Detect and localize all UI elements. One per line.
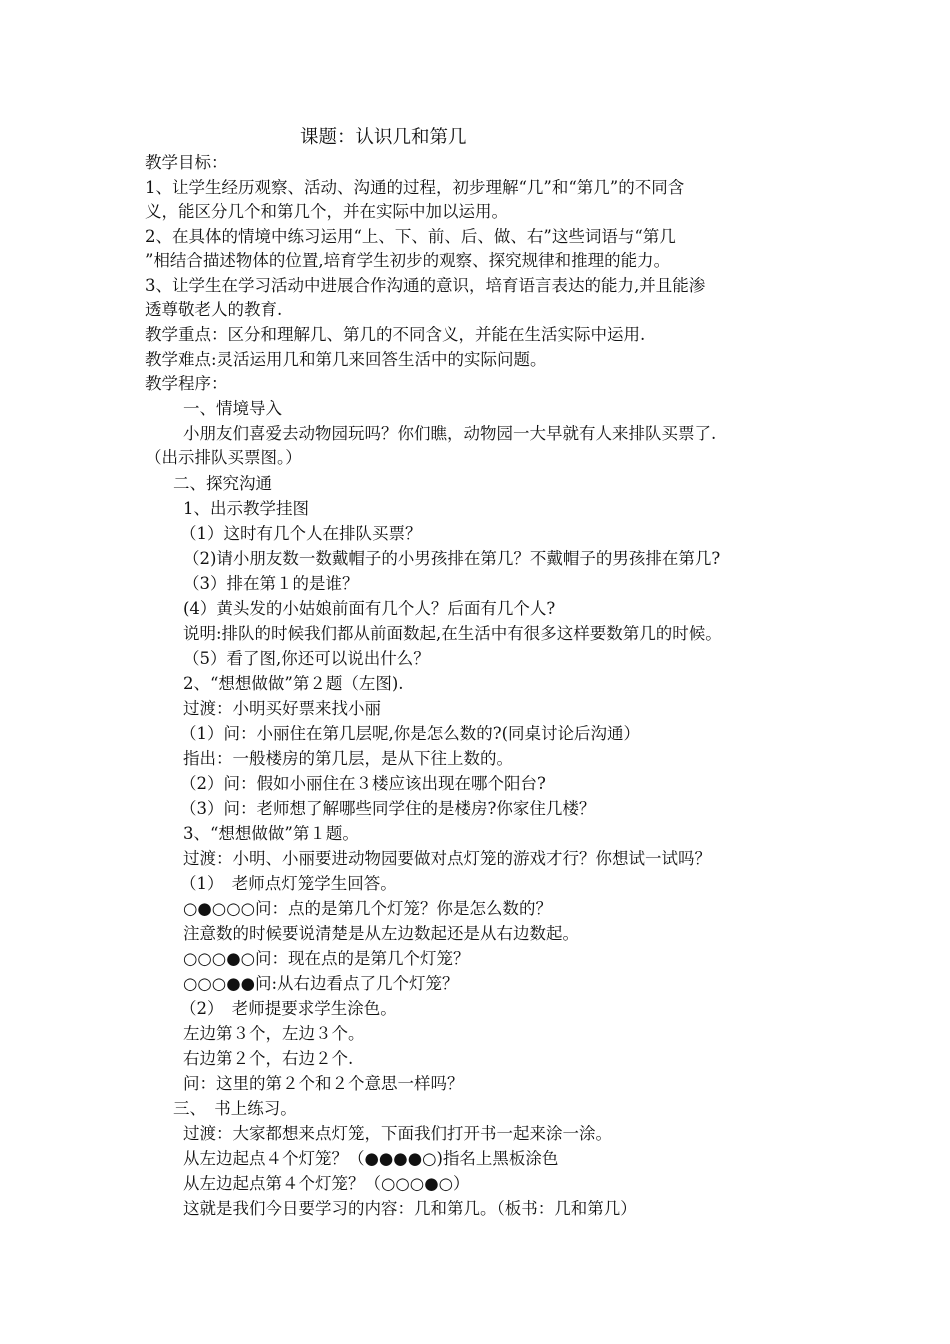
text-line: 教学重点：区分和理解几、第几的不同含义，并能在生活实际中运用. xyxy=(145,325,646,344)
text-line: 2、“想想做做”第２题（左图). xyxy=(183,674,404,693)
text-line: （出示排队买票图。） xyxy=(145,448,302,467)
text-line: （2)请小朋友数一数戴帽子的小男孩排在第几？不戴帽子的男孩排在第几? xyxy=(183,549,721,568)
text-line: 说明:排队的时候我们都从前面数起,在生活中有很多这样要数第几的时候。 xyxy=(183,624,722,643)
text-line: （3）排在第１的是谁？ xyxy=(183,574,359,593)
text-line: 2、在具体的情境中练习运用“上、下、前、后、做、右”这些词语与“第几 xyxy=(145,227,676,246)
text-line: （5）看了图,你还可以说出什么？ xyxy=(183,649,430,668)
text-line: 指出：一般楼房的第几层，是从下往上数的。 xyxy=(183,749,513,768)
text-line: ”相结合描述物体的位置,培育学生初步的观察、探究规律和推理的能力。 xyxy=(145,251,671,270)
text-line: 三、 书上练习。 xyxy=(173,1099,297,1118)
text-line: 从左边起点４个灯笼？（●●●●○)指名上黑板涂色 xyxy=(183,1149,559,1168)
text-line: 教学程序： xyxy=(145,374,228,393)
text-line: （2）问：假如小丽住在３楼应该出现在哪个阳台? xyxy=(180,774,546,793)
text-line: （2） 老师提要求学生涂色。 xyxy=(180,999,397,1018)
lesson-title: 课题：认识几和第几 xyxy=(300,127,467,148)
text-line: 左边第３个，左边３个。 xyxy=(183,1024,365,1043)
text-line: 过渡：大家都想来点灯笼，下面我们打开书一起来涂一涂。 xyxy=(183,1124,612,1143)
text-line: 过渡：小明、小丽要进动物园要做对点灯笼的游戏才行？你想试一试吗？ xyxy=(183,849,711,868)
text-line: 教学目标： xyxy=(145,153,228,172)
text-line: (4）黄头发的小姑娘前面有几个人？后面有几个人? xyxy=(183,599,556,618)
text-line: 从左边起点第４个灯笼？（○○○●○） xyxy=(183,1174,470,1193)
text-line: 3、让学生在学习活动中进展合作沟通的意识，培育语言表达的能力,并且能渗 xyxy=(145,276,706,295)
text-line: 二、探究沟通 xyxy=(173,474,272,493)
text-line: 义，能区分几个和第几个，并在实际中加以运用。 xyxy=(145,202,508,221)
text-line: ○●○○○问：点的是第几个灯笼？你是怎么数的？ xyxy=(183,899,552,918)
text-line: 一、情境导入 xyxy=(183,399,282,418)
text-line: （1）问：小丽住在第几层呢,你是怎么数的?(同桌讨论后沟通） xyxy=(180,724,641,743)
text-line: （1） 老师点灯笼学生回答。 xyxy=(180,874,397,893)
text-line: 小朋友们喜爱去动物园玩吗？你们瞧，动物园一大早就有人来排队买票了. xyxy=(183,424,717,443)
text-line: 问：这里的第２个和２个意思一样吗？ xyxy=(183,1074,464,1093)
text-line: 1、让学生经历观察、活动、沟通的过程，初步理解“几”和“第几”的不同含 xyxy=(145,178,685,197)
text-line: 3、“想想做做”第１题。 xyxy=(183,824,359,843)
text-line: ○○○●○问：现在点的是第几个灯笼？ xyxy=(183,949,470,968)
text-line: 教学难点:灵活运用几和第几来回答生活中的实际问题。 xyxy=(145,350,547,369)
text-line: 过渡：小明买好票来找小丽 xyxy=(183,699,381,718)
text-line: 右边第２个，右边２个. xyxy=(183,1049,354,1068)
text-line: ○○○●●问:从右边看点了几个灯笼？ xyxy=(183,974,459,993)
text-line: （1）这时有几个人在排队买票？ xyxy=(180,524,422,543)
text-line: 这就是我们今日要学习的内容：几和第几。（板书：几和第几） xyxy=(183,1199,637,1218)
text-line: （3）问：老师想了解哪些同学住的是楼房?你家住几楼？ xyxy=(180,799,596,818)
text-line: 透尊敬老人的教育. xyxy=(145,300,283,319)
text-line: 1、出示教学挂图 xyxy=(183,499,309,518)
text-line: 注意数的时候要说清楚是从左边数起还是从右边数起。 xyxy=(183,924,579,943)
